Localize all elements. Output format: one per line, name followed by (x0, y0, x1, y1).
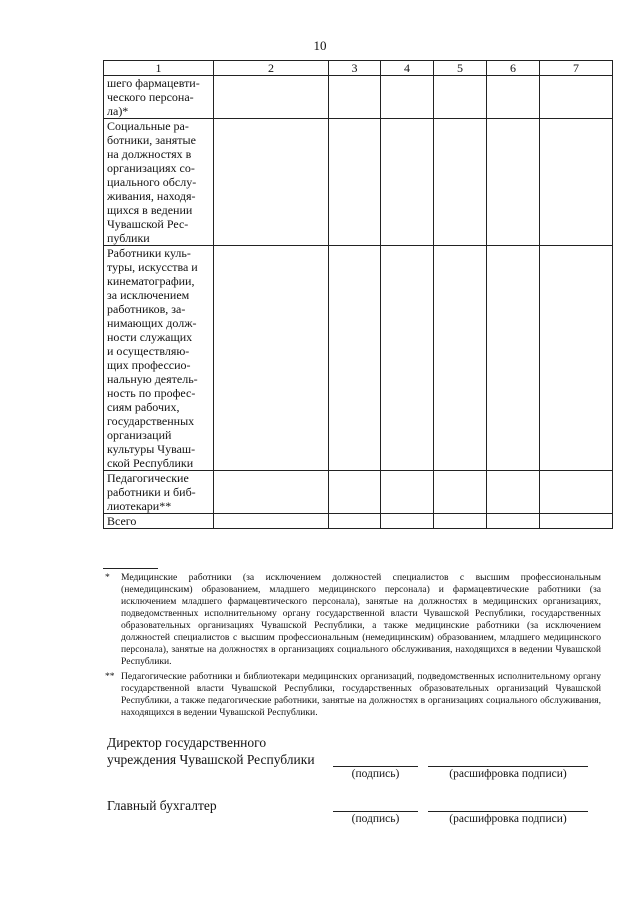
row-label-line: государственных (107, 414, 195, 428)
row-label-line: ла)* (107, 104, 129, 118)
row-label-line: сиям рабочих, (107, 400, 180, 414)
row-label-line: Педагогические (107, 471, 189, 485)
director-decoding-line (428, 766, 588, 767)
table-row (104, 76, 613, 119)
row-label (104, 471, 214, 514)
row-label-line: работников, за- (107, 302, 186, 316)
table-cell (540, 119, 613, 246)
table-cell (487, 246, 540, 471)
column-number: 2 (214, 61, 329, 76)
row-label-line: на должностях в (107, 147, 192, 161)
row-label-line: лиотекари** (107, 499, 172, 513)
row-label-line: ности служащих (107, 330, 193, 344)
table-cell (214, 246, 329, 471)
table-cell (214, 76, 329, 119)
row-label (104, 76, 214, 119)
row-label-line: культуры Чуваш- (107, 442, 196, 456)
row-label-line: ботники, занятые (107, 133, 196, 147)
table-row (104, 514, 613, 529)
row-label-line: живания, находя- (107, 189, 196, 203)
row-label-line: публики (107, 231, 150, 245)
table-cell (329, 471, 381, 514)
footnote-text: Педагогические работники и библиотекари медицинских организаций, подведомственных исполнительному органу государственной власти Чувашской Республики, государственных образовательных организаций Чувашской Республики, а также педагогические работники, занятые на должностях в организациях социального обслуживания, находящихся в ведении Чувашской Республики. (121, 671, 601, 718)
column-number: 5 (434, 61, 487, 76)
page-number: 10 (313, 38, 327, 53)
row-label-line: кинематографии, (107, 274, 195, 288)
row-label-line: за исключением (107, 288, 190, 302)
row-label-line: работники и биб- (107, 485, 196, 499)
row-label-line: ческого персона- (107, 90, 194, 104)
table-cell (381, 514, 434, 529)
row-label-line: и осуществляю- (107, 344, 190, 358)
table-cell (381, 119, 434, 246)
report-table (103, 60, 613, 529)
row-label-line: щихся в ведении (107, 203, 193, 217)
row-label-line: ность по профес- (107, 386, 196, 400)
table-cell (487, 471, 540, 514)
table-cell (487, 119, 540, 246)
accountant-decoding-line (428, 811, 588, 812)
row-label-line: Работники куль- (107, 246, 191, 260)
director-signature-line (333, 766, 418, 767)
table-cell (487, 76, 540, 119)
accountant-decoding-caption: (расшифровка подписи) (449, 813, 567, 825)
row-label (104, 514, 214, 529)
footnote-text: Медицинские работники (за исключением должностей специалистов с высшим профессиональным (немедицинским) образованием, младшего медицинского персонала) и фармацевтические работники (за исключением младшего фармацевтического персонала), занятые на должностях в медицинских организациях, подведомственных исполнительному органу государственной власти Чувашской Республики, государственных образовательных организациях Чувашской Республики, а также медицинские работники (за исключением должностей специалистов с высшим профессиональным (немедицинским) образованием, младшего медицинского персонала), занятые на должностях в организациях социального обслуживания, находящихся в ведении Чувашской Республики. (121, 572, 601, 667)
column-number: 6 (487, 61, 540, 76)
director-title-line2: учреждения Чувашской Республики (107, 752, 315, 767)
column-number: 1 (104, 61, 214, 76)
table-cell (381, 246, 434, 471)
director-decoding-caption: (расшифровка подписи) (449, 768, 567, 780)
row-label-line: туры, искусства и (107, 260, 198, 274)
accountant-signature-caption: (подпись) (351, 813, 400, 825)
footnote-mark: * (105, 572, 110, 583)
table-cell (381, 471, 434, 514)
table-cell (329, 246, 381, 471)
table-row (104, 119, 613, 246)
table-cell (214, 119, 329, 246)
column-number: 7 (540, 61, 613, 76)
row-label-line: Социальные ра- (107, 119, 189, 133)
table-cell (540, 246, 613, 471)
director-title-line1: Директор государственного (107, 735, 267, 750)
table-cell (540, 76, 613, 119)
table-row (104, 246, 613, 471)
row-label-line: нальную деятель- (107, 372, 198, 386)
table-header-row (104, 61, 613, 76)
row-label-line: организаций (107, 428, 172, 442)
table-cell (487, 514, 540, 529)
table-cell (214, 514, 329, 529)
row-label-line: циального обслу- (107, 175, 197, 189)
footnote-separator (103, 568, 158, 569)
table-row (104, 471, 613, 514)
table-cell (434, 246, 487, 471)
table-cell (540, 471, 613, 514)
row-label-line: организациях со- (107, 161, 195, 175)
table-cell (214, 471, 329, 514)
table-cell (329, 514, 381, 529)
table-cell (329, 76, 381, 119)
table-cell (434, 119, 487, 246)
table-cell (434, 514, 487, 529)
footnote-1 (105, 572, 601, 668)
row-label (104, 246, 214, 471)
row-label-line: Всего (107, 514, 137, 528)
accountant-signature-line (333, 811, 418, 812)
table-cell (540, 514, 613, 529)
row-label-line: Чувашской Рес- (107, 217, 189, 231)
director-signature-caption: (подпись) (351, 768, 400, 780)
table-cell (381, 76, 434, 119)
footnote-mark: ** (105, 671, 115, 682)
column-number: 3 (329, 61, 381, 76)
table-cell (434, 471, 487, 514)
row-label-line: нимающих долж- (107, 316, 197, 330)
row-label-line: щих профессио- (107, 358, 191, 372)
row-label (104, 119, 214, 246)
row-label-line: ской Республики (107, 456, 194, 470)
accountant-title: Главный бухгалтер (107, 798, 217, 813)
table-cell (434, 76, 487, 119)
column-number: 4 (381, 61, 434, 76)
table-cell (329, 119, 381, 246)
footnote-2 (105, 671, 601, 719)
row-label-line: шего фармацевти- (107, 76, 200, 90)
